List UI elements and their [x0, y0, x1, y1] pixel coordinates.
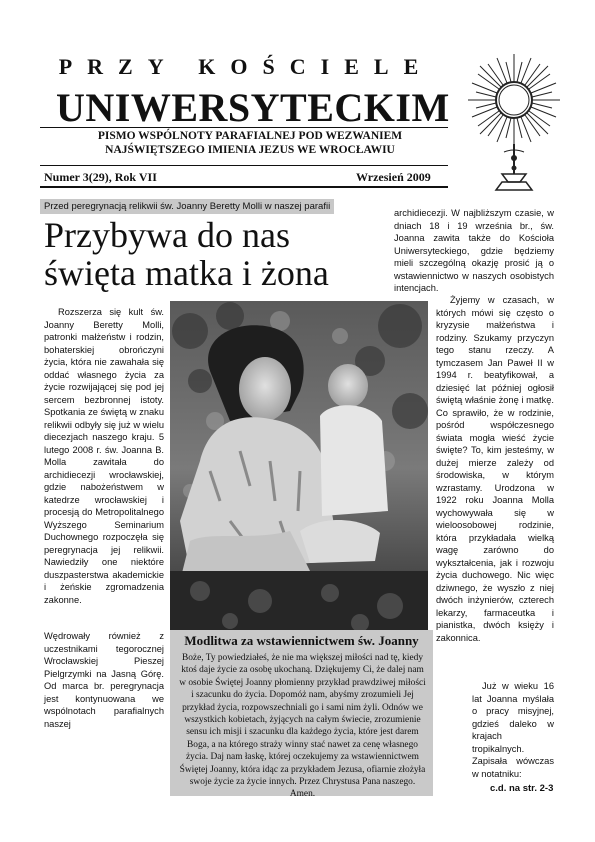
- prayer-title: Modlitwa za wstawiennictwem św. Joanny: [184, 633, 419, 648]
- article-column2-top: archidiecezji. W najbliższym czasie, w dniach 18 i 19 września br., św. Joanna zawita także do Kościoła Uniwersyteckiego, gdzie będziemy mieli szczególną okazję prosić ją o wstawiennictwo w naszych osobistych intencjach.: [394, 208, 554, 293]
- article-column2-bottom: Już w wieku 16 lat Joanna myślała o pracy misyjnej, gdzieś daleko w krajach tropikalnych. Zapisała wówczas w notatniku:: [472, 681, 554, 779]
- masthead-rule-middle: [40, 165, 448, 166]
- article-column1-top: Rozszerza się kult św. Joanny Beretty Molli, patronki małżeństw i rodzin, bohaterskiej obrończyni życia, która nie zawahała się oddać własnego życia za życie rozwijającej się pod jej sercem bezbronnej istoty. Spotkania ze świętą w znaku relikwii odbyły się już w wielu diecezjach naszego kraju. 5 lutego 2008 r. św. Joanna B. Molla zawitała do archidiecezji wrocławskiej, gdzie nabożeństwem w katedrze wrocławskiej i procesją do Metropolitalnego Wyższego Seminarium Duchownego rozpoczęła się peregrynacja jej relikwii. Nawiedziły one niektóre duszpasterstwa akademickie i żeńskie zgromadzenia zakonne.: [44, 307, 164, 605]
- masthead-line1: PRZY KOŚCIELE: [58, 54, 434, 79]
- issue-number: Numer 3(29), Rok VII: [44, 170, 157, 184]
- ihs-monstrance-emblem-icon: [458, 48, 570, 198]
- masthead-rule-top: [40, 127, 448, 128]
- subtitle-line2: NAJŚWIĘTSZEGO IMIENIA JEZUS WE WROCŁAWIU: [105, 144, 395, 156]
- article-column2-middle: Żyjemy w czasach, w których mówi się często o kryzysie małżeństwa i rodziny. Szukamy przyczyn tego stanu rzeczy. A tymczasem Jan Paweł II w 1994 r. beatyfikował, a dziesięć lat później ogłosił świętą właśnie żonę i matkę. Co sprawiło, że w rodzinie, pośród współczesnego świata mogła wieść życie święte? To, kim jesteśmy, w dużej mierze zależy od środowiska, w którym wzrastamy. Urodzona w 1922 roku Joanna Molla wychowywała się w wieloosobowej rodzinie, która przykładała wielką wagę zarówno do wykształcenia, jak i rozwoju życia duchowego. Nic więc dziwnego, że wyszło z niej dwóch inżynierów, czterech lekarzy, farmaceutka i pianistka, dwóch księży i zakonnica.: [436, 295, 554, 643]
- headline-line1: Przybywa do nas: [44, 215, 290, 255]
- headline-line2: święta matka i żona: [44, 253, 329, 293]
- photo-mother-and-child-icon: [170, 301, 428, 636]
- prayer-text: Boże, Ty powiedziałeś, że nie ma większej miłości nad tę, kiedy ktoś daje życie za osobę ukochaną. Dziękujemy Ci, że dalej nam w osobie Świętej Joanny płomienny przykład prawdziwej miłości i szacunku do życia. Dopomóż nam, abyśmy zrozumieli Jej przykład życia, rozpowszechniali go i sami nim żyli. Odnów we wszystkich kobietach, żyjących na całym świecie, zrozumienie sensu ich misji i szacunku dla każdego życia, które jest darem Boga, a na którego straży winny stać nawet za cenę własnego życia. Daj nam łaskę, której oczekujemy za wstawiennictwem Świętej Joanny, która idąc za przykładem Jezusa, ofiarnie złożyła swoje życie za życie innych. Przez Chrystusa Pana naszego. Amen.: [179, 653, 426, 800]
- subtitle-line1: PISMO WSPÓLNOTY PARAFIALNEJ POD WEZWANIEM: [97, 130, 403, 142]
- article-headline: [44, 216, 344, 292]
- continued-note: c.d. na str. 2-3: [490, 783, 554, 794]
- article-column1-bottom: Wędrowały również z uczestnikami tegorocznej Wrocławskiej Pieszej Pielgrzymki na Jasną Górę. Od marca br. peregrynacja jest kontynuowana we wspólnotach parafialnych naszej: [44, 631, 164, 729]
- article-kicker: Przed peregrynacją relikwii św. Joanny Beretty Molli w naszej parafii: [40, 199, 334, 214]
- masthead-subtitle: [58, 129, 442, 157]
- issue-date: Wrzesień 2009: [356, 170, 431, 184]
- masthead-title: UNIWERSYTECKIM: [56, 85, 450, 130]
- masthead-rule-bottom: [40, 186, 448, 188]
